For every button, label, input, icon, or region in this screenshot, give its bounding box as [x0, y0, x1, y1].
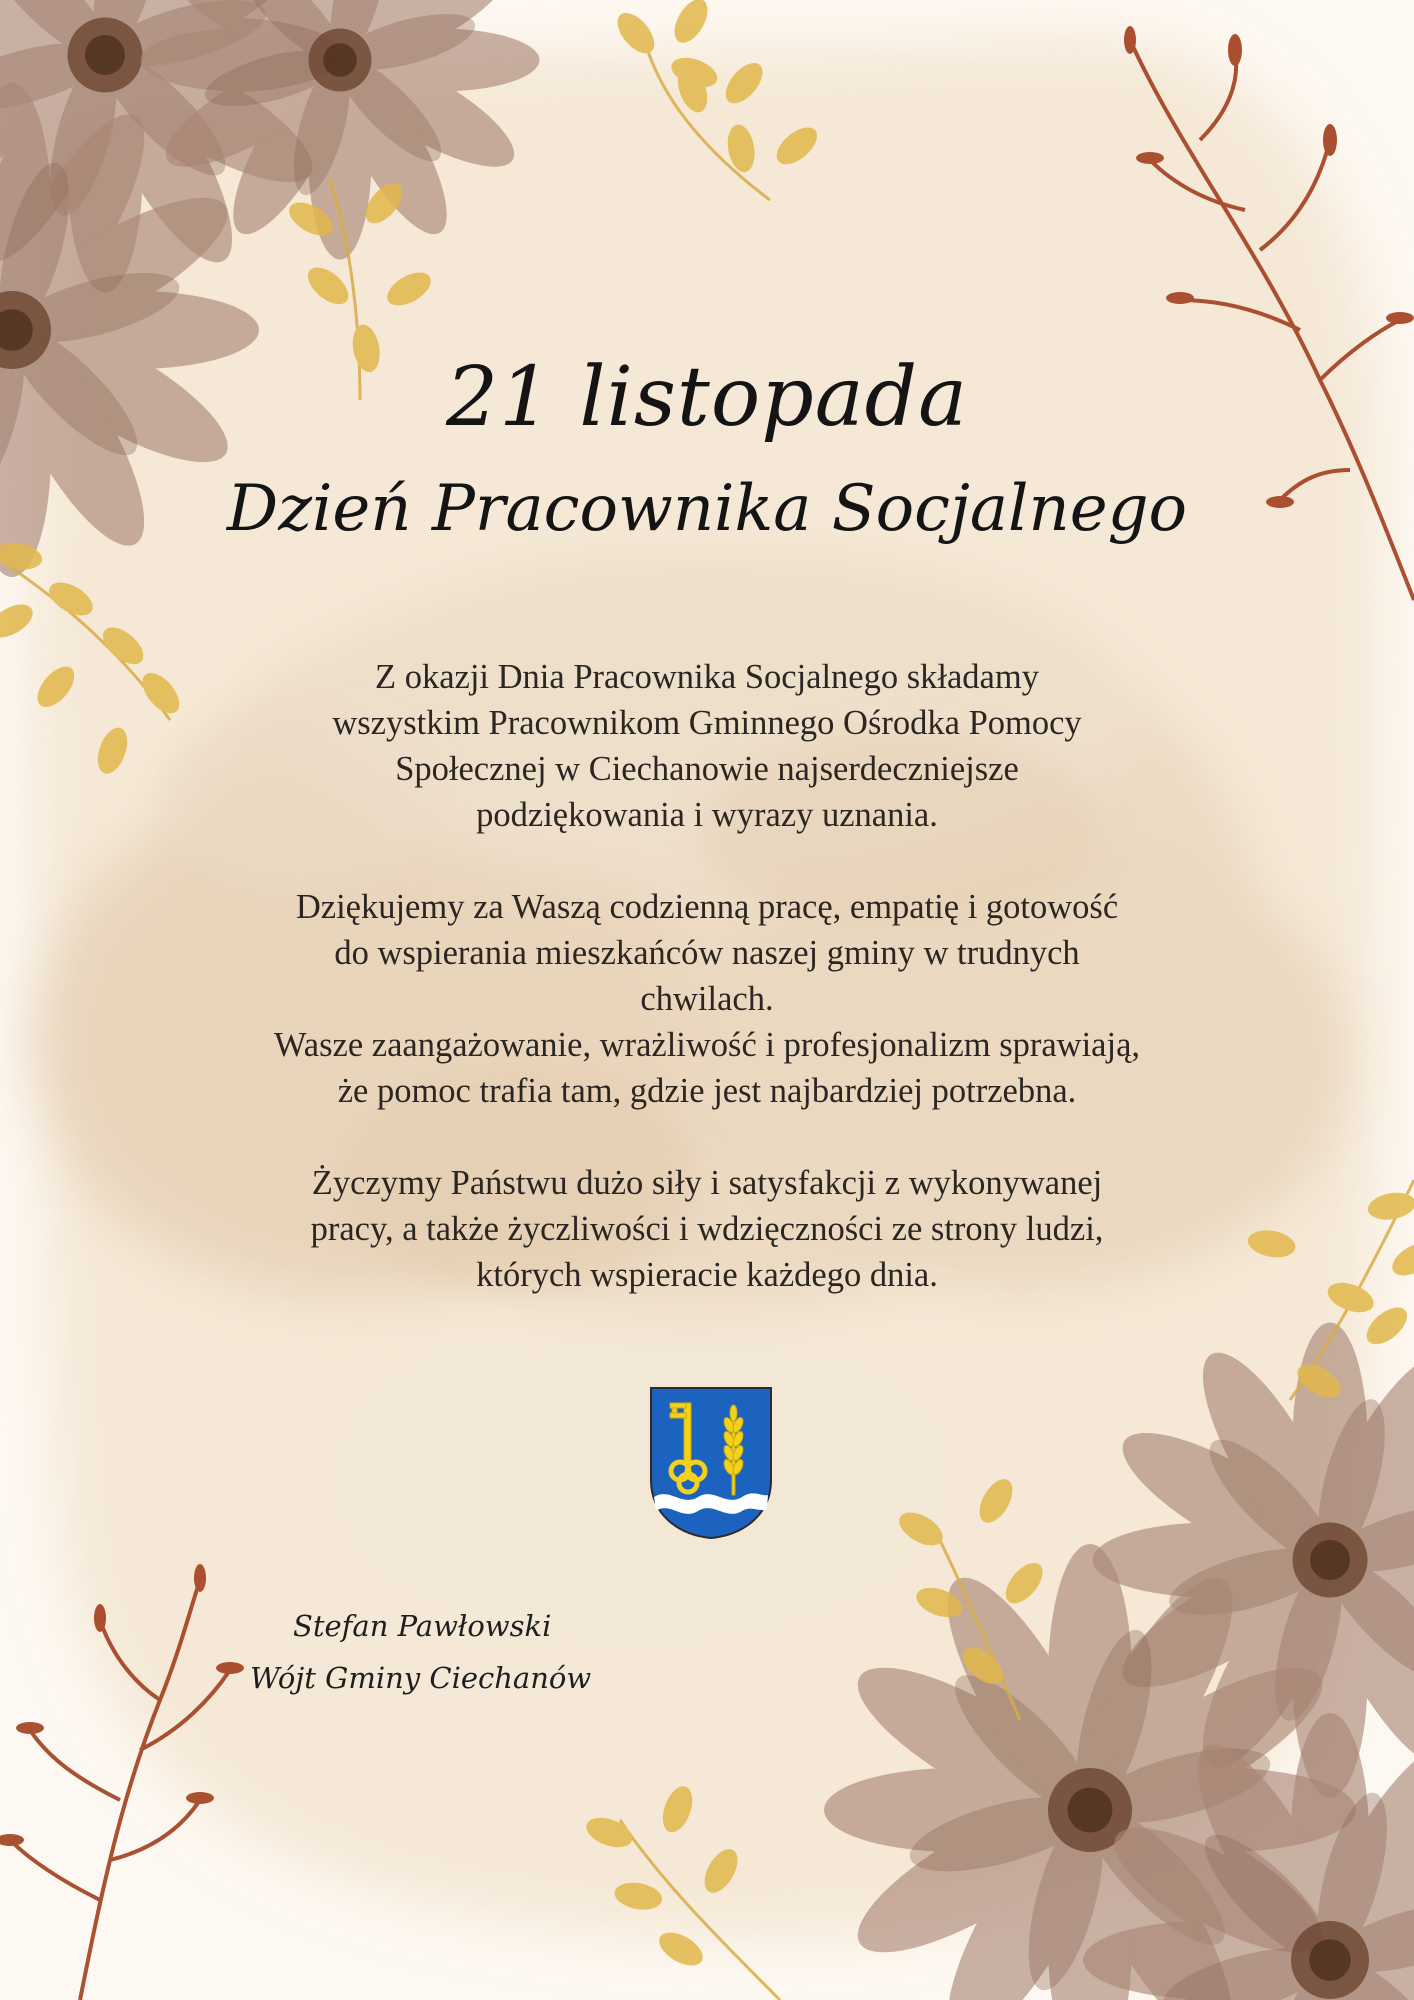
signature-block	[250, 1600, 591, 1704]
text-line: Z okazji Dnia Pracownika Socjalnego składamy	[375, 658, 1039, 696]
signatory-role: Wójt Gminy Ciechanów	[250, 1661, 592, 1695]
text-line: Wasze zaangażowanie, wrażliwość i profesjonalizm sprawiają,	[273, 1026, 1141, 1064]
text-line: do wspierania mieszkańców naszej gminy w trudnych	[334, 934, 1080, 972]
text-line: pracy, a także życzliwości i wdzięczności ze strony ludzi,	[310, 1210, 1104, 1248]
leaf-sprig-bottom-center-icon	[582, 1782, 780, 2000]
text-line: chwilach.	[640, 980, 774, 1018]
twig-bottom-left-icon	[0, 1564, 244, 2000]
text-line: że pomoc trafia tam, gdzie jest najbardziej potrzebna.	[337, 1072, 1077, 1110]
text-line: których wspieracie każdego dnia.	[476, 1256, 938, 1294]
leaf-sprig-top-icon	[610, 0, 823, 200]
text-line: podziękowania i wyrazy uznania.	[476, 796, 938, 834]
text-line: Dziękujemy za Waszą codzienną pracę, empatię i gotowość	[295, 888, 1119, 926]
paragraph-3	[150, 1160, 1264, 1298]
text-line: wszystkim Pracownikom Gminnego Ośrodka Pomocy	[332, 704, 1082, 742]
coat-of-arms-key-and-wheat-icon	[648, 1385, 774, 1541]
paragraph-2	[150, 884, 1264, 1114]
text-line: Życzymy Państwu dużo siły i satysfakcji z wykonywanej	[311, 1164, 1103, 1202]
paragraph-1	[150, 654, 1264, 838]
text-line: Społecznej w Ciechanowie najserdeczniejsze	[395, 750, 1019, 788]
greeting-body	[150, 654, 1264, 1344]
title-occasion: Dzień Pracownika Socjalnego	[226, 472, 1188, 546]
title-date: 21 listopada	[445, 350, 969, 445]
signatory-name: Stefan Pawłowski	[293, 1609, 552, 1643]
